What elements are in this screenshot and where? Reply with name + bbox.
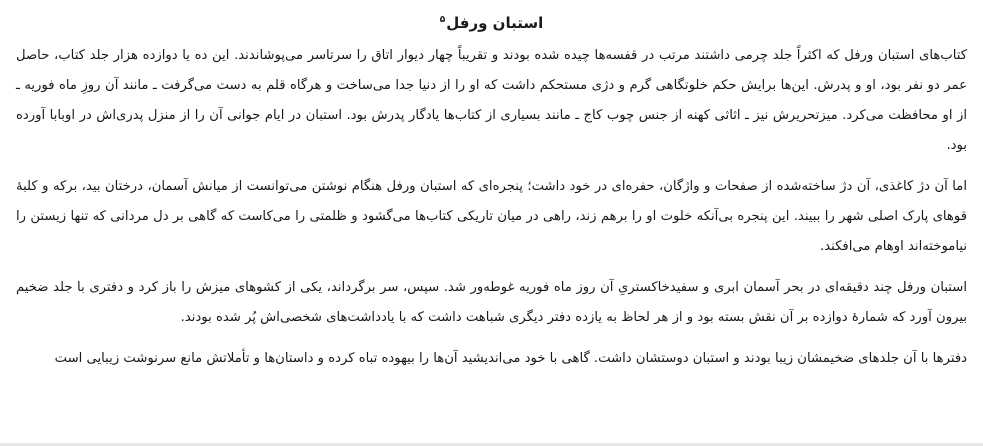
- paragraph-2: اما آن دژ کاغذی، آن دژ ساخته‌شده از صفحات و واژگان، حفره‌ای در خود داشت؛ پنجره‌ای که استبان ورفل هنگام نوشتن می‌توانست از میانش آسمان، درختان بید، برکه و کلبهٔ قوهای پارک اصلی شهر را ببیند. این پنجره بی‌آنکه خلوت او را برهم زند، راهی در میان تاریکی کتاب‌ها می‌گشود و ظلمتی را می‌کاست که گاهی بر دل مردانی که تنها زیستن را نیاموخته‌اند اوهام می‌افکند.: [16, 179, 967, 254]
- chapter-title: [16, 6, 967, 37]
- paragraph-3: استبان ورفل چند دقیقه‌ای در بحر آسمان ابری و سفیدخاکستریِ آن روز ماه فوریه غوطه‌ور شد. سپس، سر برگرداند، یکی از کشوهای میزش را باز کرد و دفتری با جلد ضخیم بیرون آورد که شمارهٔ دوازده بر آن نقش بسته بود و از هر لحاظ به یازده دفتر دیگری شباهت داشت که با یادداشت‌های شخصی‌اش پُر شده بودند.: [16, 280, 967, 325]
- chapter-title-text: استبان ورفل: [446, 14, 544, 32]
- paragraph-4: دفترها با آن جلدهای ضخیمشان زیبا بودند و استبان دوستشان داشت. گاهی با خود می‌اندیشید آن‌ها را بیهوده تباه کرده و داستان‌ها و تأملاتش مانع سرنوشت زیبایی است: [54, 351, 967, 366]
- footnote-marker: ۵: [439, 15, 446, 25]
- paragraph-1: کتاب‌های استبان ورفل که اکثراً جلد چرمی داشتند مرتب در قفسه‌ها چیده شده بودند و تقریباً چهار دیوار اتاق را سرتاسر می‌پوشاندند. این ده یا دوازده هزار جلد کتاب، حاصل عمر دو نفر بود، او و پدرش. این‌ها برایش حکم خلوتگاهی گرم و دژی مستحکم داشت که او را از دنیا جدا می‌ساخت و هرگاه قلم به دست می‌گرفت ـ مانند آن روزِ ماه فوریه ـ از او محافظت می‌کرد. میزتحریرش نیز ـ اثاثی کهنه از جنس چوب کاج ـ مانند بسیاری از کتاب‌ها یادگار پدرش بود. استبان در ایام جوانی آن را از منزل پدری‌اش در اوبابا آورده بود.: [16, 48, 967, 153]
